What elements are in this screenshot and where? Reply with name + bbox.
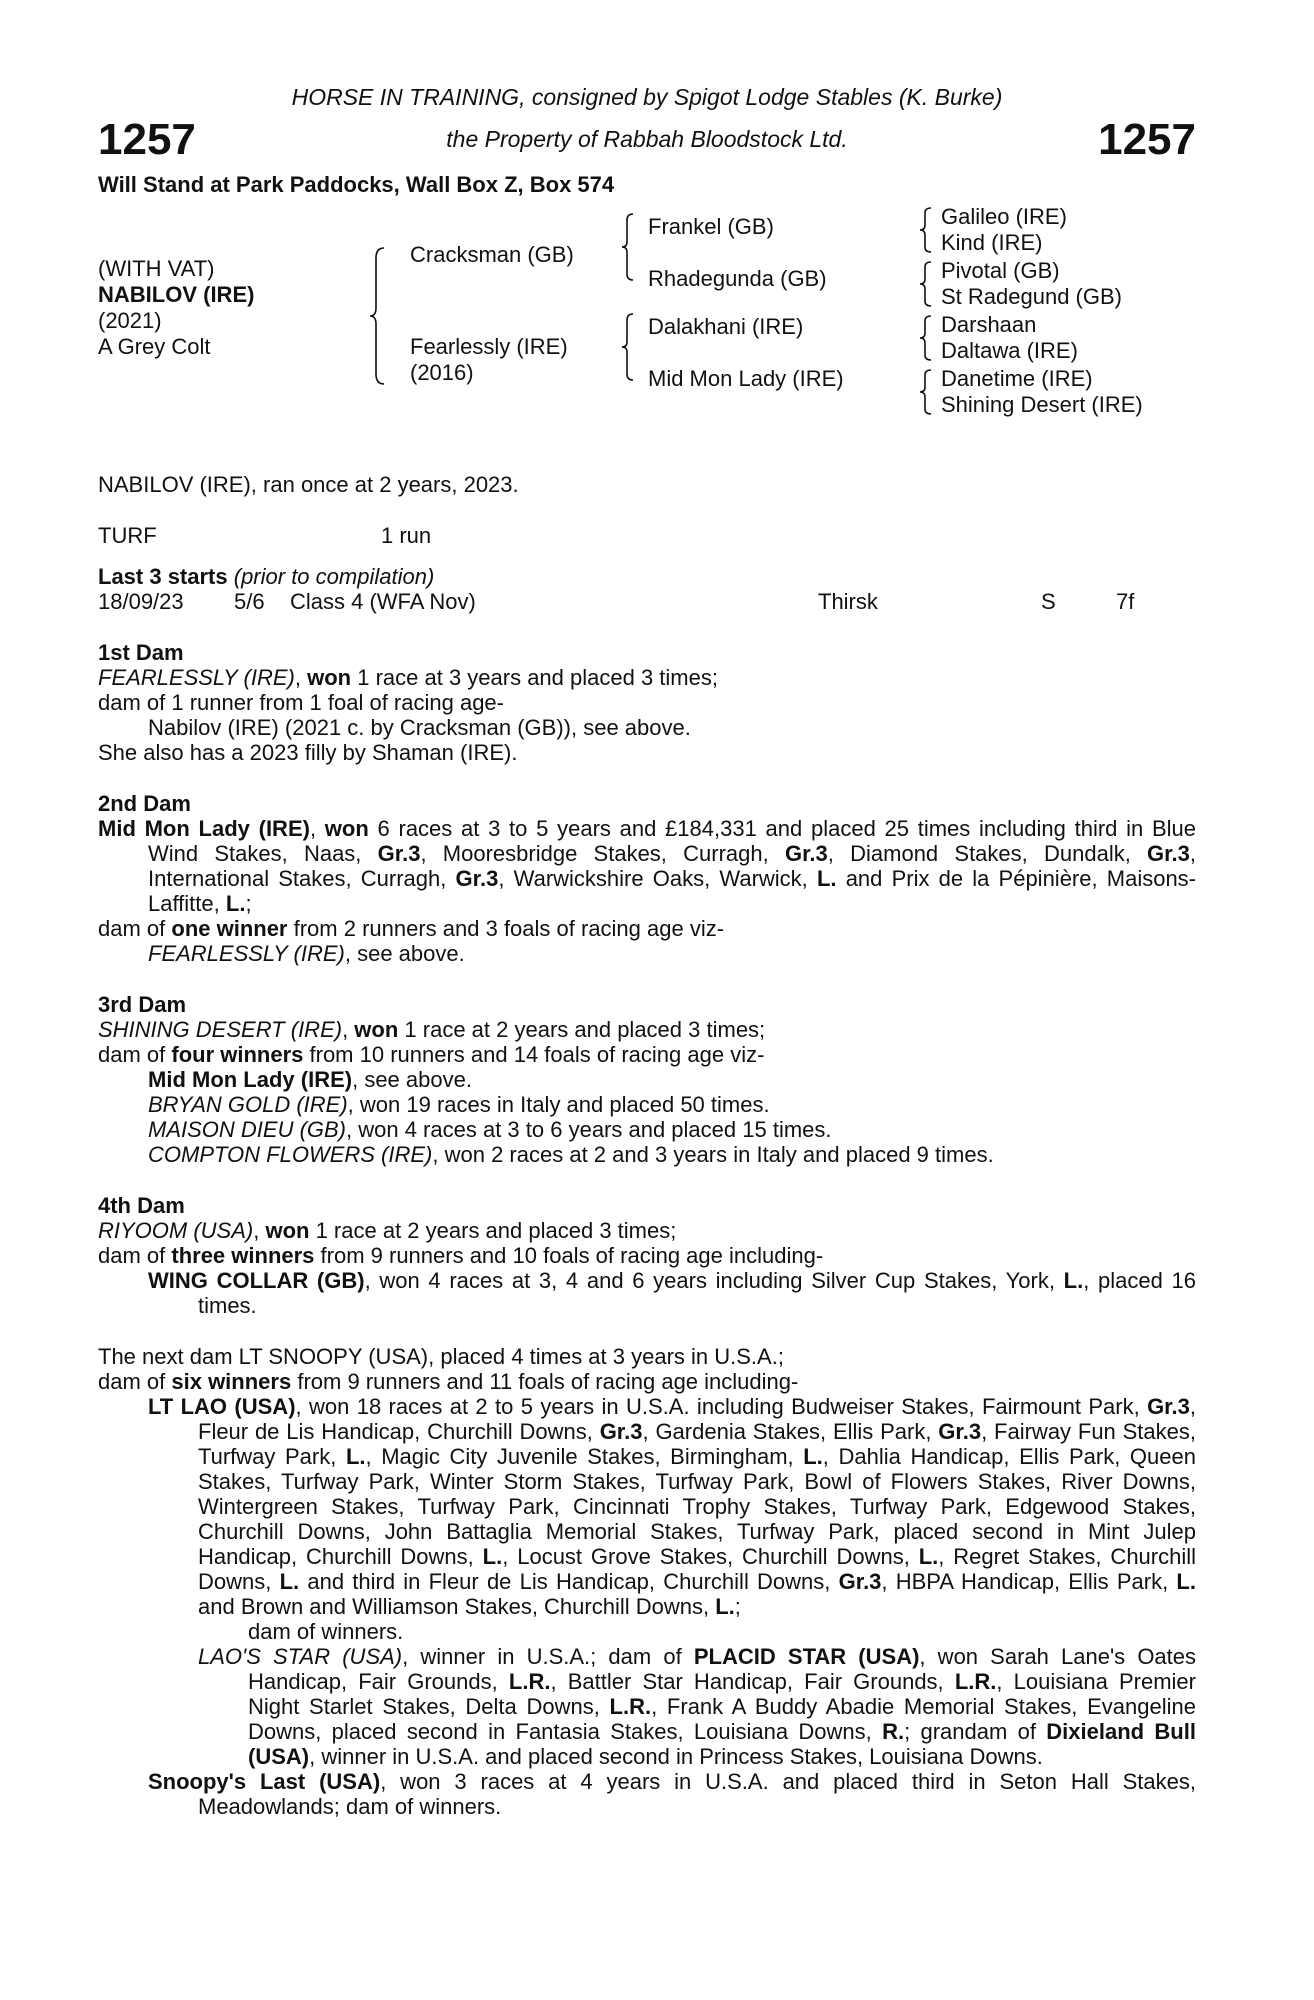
brace-g3-4 xyxy=(918,368,934,416)
start-course: Thirsk xyxy=(818,589,878,614)
g3-pivotal: Pivotal (GB) xyxy=(941,258,1060,283)
brace-g3-2 xyxy=(918,260,934,308)
second-dam-child: FEARLESSLY (IRE), see above. xyxy=(148,941,465,966)
dam-year: (2016) xyxy=(410,360,474,385)
start-date: 18/09/23 xyxy=(98,589,184,614)
property-line: the Property of Rabbah Bloodstock Ltd. xyxy=(446,126,848,152)
brace-dam-parents xyxy=(620,312,636,382)
start-distance: 7f xyxy=(1116,589,1135,614)
g3-shining-desert: Shining Desert (IRE) xyxy=(941,392,1143,417)
horse-name: NABILOV (IRE) xyxy=(98,282,255,307)
second-dam-record: Mid Mon Lady (IRE), won 6 races at 3 to 5 years and £184,331 and placed 25 times including third in Blue Wind Stakes, Naas, Gr.3, Mooresbridge Stakes, Curragh, Gr.3, Diamond Stakes, Dundalk, Gr.3, International Stakes, Curragh, Gr.3, Warwickshire Oaks, Warwick, L. and Prix de la Pépinière, Maisons-Laffitte, L.; xyxy=(98,816,1197,916)
start-position: 5/6 xyxy=(234,589,265,614)
fourth-dam-record: RIYOOM (USA), won 1 race at 2 years and placed 3 times; xyxy=(98,1218,677,1243)
brace-sire-parents xyxy=(620,212,636,282)
first-dam-heading: 1st Dam xyxy=(98,640,184,665)
turf-label: TURF xyxy=(98,523,157,548)
third-dam-child-1: Mid Mon Lady (IRE), see above. xyxy=(148,1067,472,1092)
consignor-line: HORSE IN TRAINING, consigned by Spigot Lodge Stables (K. Burke) xyxy=(291,84,1003,110)
starts-title: Last 3 starts xyxy=(98,564,228,589)
g3-st-radegund: St Radegund (GB) xyxy=(941,284,1122,309)
fourth-dam-section xyxy=(98,1193,1196,1318)
next-dam-line: The next dam LT SNOOPY (USA), placed 4 times at 3 years in U.S.A.; xyxy=(98,1344,784,1369)
g3-darshaan: Darshaan xyxy=(941,312,1037,337)
race-summary: NABILOV (IRE), ran once at 2 years, 2023. xyxy=(98,472,519,497)
fourth-dam-child-1: WING COLLAR (GB), won 4 races at 3, 4 and 6 years including Silver Cup Stakes, York, L., placed 16 times. xyxy=(148,1268,1196,1318)
third-dam-produce: dam of four winners from 10 runners and 14 foals of racing age viz- xyxy=(98,1042,765,1067)
starts-note: (prior to compilation) xyxy=(233,564,435,589)
turf-record xyxy=(98,523,1196,548)
last-starts-heading xyxy=(98,564,1196,589)
pedigree-table xyxy=(98,206,1196,436)
horse-description: A Grey Colt xyxy=(98,334,211,359)
fourth-dam-produce: dam of three winners from 9 runners and 10 foals of racing age including- xyxy=(98,1243,824,1268)
horse-year: (2021) xyxy=(98,308,162,333)
first-dam-text: 1 race at 3 years and placed 3 times; xyxy=(351,665,718,690)
catalogue-page xyxy=(98,80,1196,1819)
third-dam-heading: 3rd Dam xyxy=(98,992,187,1017)
second-dam-section xyxy=(98,791,1196,966)
brace-g3-3 xyxy=(918,314,934,362)
laos-star-record: LAO'S STAR (USA), winner in U.S.A.; dam of PLACID STAR (USA), won Sarah Lane's Oates Handicap, Fair Grounds, L.R., Battler Star Handicap, Fair Grounds, L.R., Louisiana Premier Night Starlet Stakes, Delta Downs, L.R., Frank A Buddy Abadie Memorial Stakes, Evangeline Downs, placed second in Fantasia Stakes, Louisiana Downs, R.; grandam of Dixieland Bull (USA), winner in U.S.A. and placed second in Princess Stakes, Louisiana Downs. xyxy=(198,1644,1197,1769)
second-dam-heading: 2nd Dam xyxy=(98,791,191,816)
third-dam-section xyxy=(98,992,1196,1167)
third-dam-child-4: COMPTON FLOWERS (IRE), won 2 races at 2 and 3 years in Italy and placed 9 times. xyxy=(148,1142,994,1167)
lt-lao-dam-of: dam of winners. xyxy=(248,1619,404,1644)
first-dam-section xyxy=(98,640,1196,765)
fourth-dam-heading: 4th Dam xyxy=(98,1193,185,1218)
first-dam-note: She also has a 2023 filly by Shaman (IRE). xyxy=(98,740,518,765)
start-row xyxy=(98,589,1196,614)
g3-danetime: Danetime (IRE) xyxy=(941,366,1093,391)
lot-number-right: 1257 xyxy=(1098,115,1196,164)
third-dam-record: SHINING DESERT (IRE), won 1 race at 2 years and placed 3 times; xyxy=(98,1017,766,1042)
dam-dam: Mid Mon Lady (IRE) xyxy=(648,366,844,391)
vat-note: (WITH VAT) xyxy=(98,256,215,281)
third-dam-child-2: BRYAN GOLD (IRE), won 19 races in Italy and placed 50 times. xyxy=(148,1092,770,1117)
sire-dam: Rhadegunda (GB) xyxy=(648,266,827,291)
second-dam-name: Mid Mon Lady (IRE) xyxy=(98,816,310,841)
lot-header xyxy=(98,80,1196,164)
next-dam-section xyxy=(98,1344,1196,1819)
brace-parents xyxy=(368,246,388,386)
won-label: won xyxy=(324,816,369,841)
first-dam-foal: Nabilov (IRE) (2021 c. by Cracksman (GB)), see above. xyxy=(148,715,691,740)
sire: Cracksman (GB) xyxy=(410,242,574,267)
turf-value: 1 run xyxy=(381,523,432,548)
won-label: won xyxy=(307,665,352,690)
g3-galileo: Galileo (IRE) xyxy=(941,204,1067,229)
first-dam-record: FEARLESSLY (IRE), won 1 race at 3 years and placed 3 times; xyxy=(98,665,718,690)
dam: Fearlessly (IRE) xyxy=(410,334,568,359)
first-dam-name: FEARLESSLY (IRE) xyxy=(98,665,295,690)
stand-location: Will Stand at Park Paddocks, Wall Box Z, Box 574 xyxy=(98,172,615,197)
start-race: Class 4 (WFA Nov) xyxy=(290,589,476,614)
sire-sire: Frankel (GB) xyxy=(648,214,774,239)
first-dam-produce: dam of 1 runner from 1 foal of racing age- xyxy=(98,690,504,715)
lt-lao-record: LT LAO (USA), won 18 races at 2 to 5 years in U.S.A. including Budweiser Stakes, Fairmount Park, Gr.3, Fleur de Lis Handicap, Churchill Downs, Gr.3, Gardenia Stakes, Ellis Park, Gr.3, Fairway Fun Stakes, Turfway Park, L., Magic City Juvenile Stakes, Birmingham, L., Dahlia Handicap, Ellis Park, Queen Stakes, Turfway Park, Winter Storm Stakes, Turfway Park, Bowl of Flowers Stakes, River Downs, Wintergreen Stakes, Turfway Park, Cincinnati Trophy Stakes, Turfway Park, Edgewood Stakes, Churchill Downs, John Battaglia Memorial Stakes, Turfway Park, placed second in Mint Julep Handicap, Churchill Downs, L., Locust Grove Stakes, Churchill Downs, L., Regret Stakes, Churchill Downs, L. and third in Fleur de Lis Handicap, Churchill Downs, Gr.3, HBPA Handicap, Ellis Park, L. and Brown and Williamson Stakes, Churchill Downs, L.; xyxy=(148,1394,1197,1619)
next-dam-produce: dam of six winners from 9 runners and 11 foals of racing age including- xyxy=(98,1369,799,1394)
third-dam-child-3: MAISON DIEU (GB), won 4 races at 3 to 6 years and placed 15 times. xyxy=(148,1117,832,1142)
start-going: S xyxy=(1041,589,1056,614)
g3-kind: Kind (IRE) xyxy=(941,230,1043,255)
dam-sire: Dalakhani (IRE) xyxy=(648,314,804,339)
second-dam-produce: dam of one winner from 2 runners and 3 foals of racing age viz- xyxy=(98,916,725,941)
brace-g3-1 xyxy=(918,206,934,254)
lot-number-left: 1257 xyxy=(98,115,196,164)
snoopys-last-record: Snoopy's Last (USA), won 3 races at 4 years in U.S.A. and placed third in Seton Hall Stakes, Meadowlands; dam of winners. xyxy=(148,1769,1196,1819)
g3-daltawa: Daltawa (IRE) xyxy=(941,338,1078,363)
